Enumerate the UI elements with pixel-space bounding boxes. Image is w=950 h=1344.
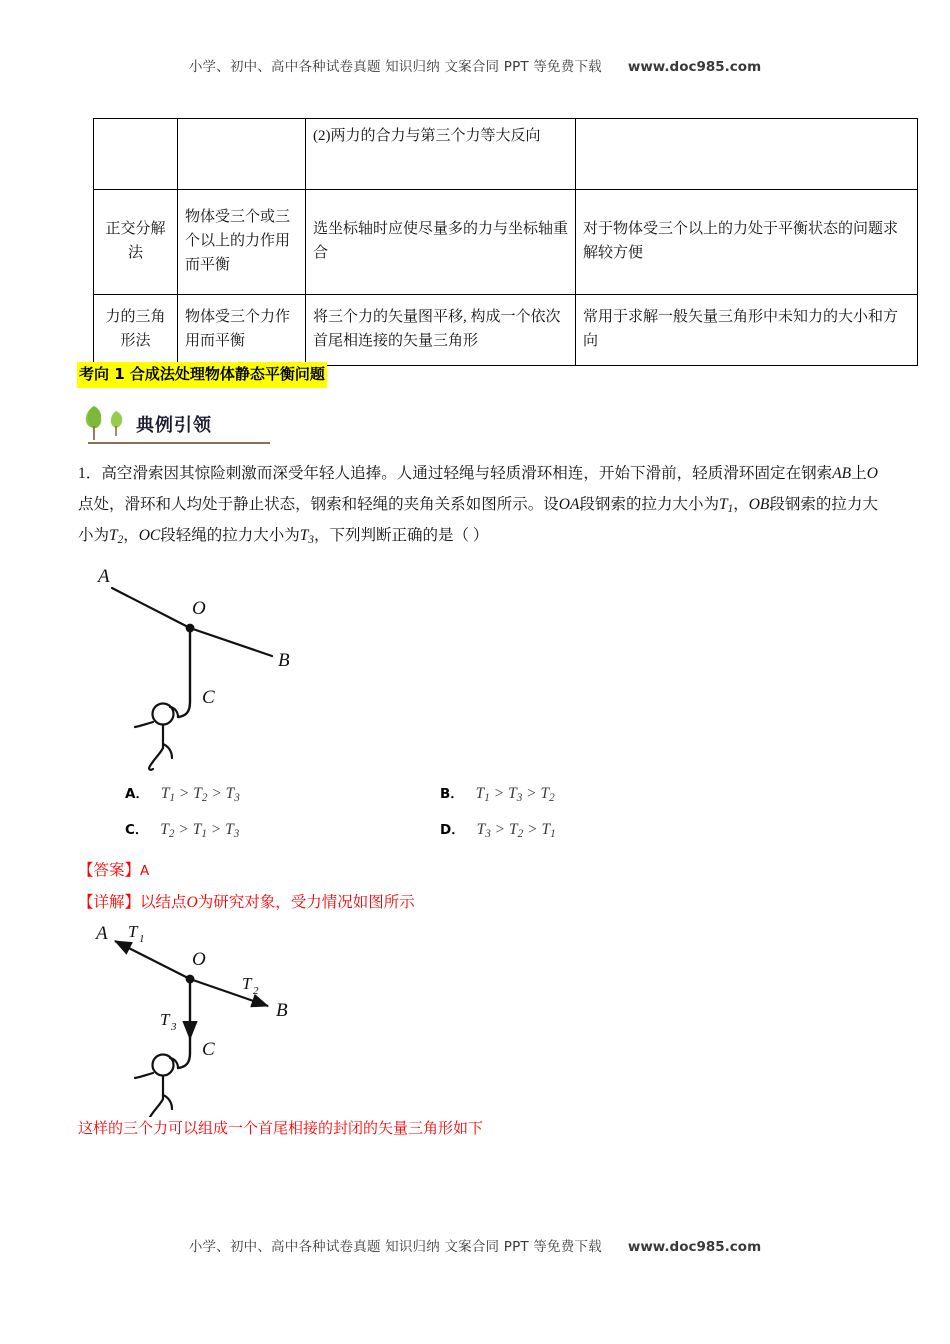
leaf-icon xyxy=(80,402,132,442)
explanation-var-o: O xyxy=(186,894,198,911)
question-line-3e: 段轻绳的拉力大小为 xyxy=(160,527,300,545)
cell-key-points: 选坐标轴时应使尽量多的力与坐标轴重合 xyxy=(306,190,576,295)
banner-divider xyxy=(88,442,270,444)
question-line-2d: 段钢索的拉力大 xyxy=(579,496,688,513)
svg-text:3: 3 xyxy=(171,1021,177,1033)
cell-key-points: 将三个力的矢量图平移, 构成一个依次首尾相连接的矢量三角形 xyxy=(306,295,576,366)
svg-text:T: T xyxy=(128,922,138,941)
var-t1-sub: 1 xyxy=(727,503,734,516)
question-stem xyxy=(78,458,878,552)
option-b-expression: $T_1 > T_3 > T_2$ xyxy=(475,785,555,805)
explanation-line xyxy=(78,888,415,917)
cell-condition: 物体受三个力作用而平衡 xyxy=(178,295,306,366)
var-ob: OB xyxy=(748,496,770,513)
figure1-label-o: O xyxy=(192,598,206,619)
option-c[interactable] xyxy=(125,818,239,840)
equilibrium-methods-table xyxy=(93,118,918,366)
figure-rope-setup xyxy=(82,562,342,782)
figure2-force-t3 xyxy=(160,1010,177,1033)
figure2-label-a: A xyxy=(96,923,108,944)
cell-key-points: (2)两力的合力与第三个力等大反向 xyxy=(306,119,576,190)
figure2-force-t1 xyxy=(128,922,145,945)
answer-label: 【答案】 xyxy=(78,862,141,879)
option-a[interactable] xyxy=(125,782,240,804)
option-d[interactable] xyxy=(440,818,556,840)
cell-application: 对于物体受三个以上的力处于平衡状态的问题求解较方便 xyxy=(576,190,918,295)
option-a-letter: A． xyxy=(125,786,149,802)
cell-method: 力的三角形法 xyxy=(94,295,178,366)
option-c-letter: C． xyxy=(125,822,149,838)
var-oa: OA xyxy=(558,496,580,513)
question-line-3a: 小为 xyxy=(687,496,719,513)
svg-text:T: T xyxy=(242,974,252,993)
explanation-label: 【详解】 xyxy=(78,894,141,911)
watermark-text: 小学、初中、高中各种试卷真题 知识归纳 文案合同 PPT 等免费下载 xyxy=(188,1239,602,1255)
watermark-text: 小学、初中、高中各种试卷真题 知识归纳 文案合同 PPT 等免费下载 xyxy=(188,59,602,75)
figure1-label-a: A xyxy=(98,566,110,587)
header-watermark xyxy=(0,55,950,75)
var-t3-sub: 3 xyxy=(308,534,314,547)
question-line-2b: 上 xyxy=(851,465,867,482)
section-heading: 考向 1 合成法处理物体静态平衡问题 xyxy=(77,362,327,388)
svg-text:T: T xyxy=(160,1010,170,1029)
question-line-2c: 点处，滑环和人均处于静止状态，钢索和轻绳的夹角关系如图所示。设 xyxy=(78,496,559,513)
footer-watermark xyxy=(0,1235,950,1255)
question-line-3c: 段钢索的拉力大小为 xyxy=(78,496,878,545)
table-row xyxy=(94,190,918,295)
table-row xyxy=(94,119,918,190)
cell-application: 常用于求解一般矢量三角形中未知力的大小和方向 xyxy=(576,295,918,366)
figure2-force-t2 xyxy=(242,974,259,997)
option-b-letter: B． xyxy=(440,786,464,802)
option-b[interactable] xyxy=(440,782,555,804)
cell-method xyxy=(94,119,178,190)
question-line-3f: ，下列判断正确的是（ ） xyxy=(314,527,489,545)
watermark-url: www.doc985.com xyxy=(627,59,762,75)
option-c-expression: $T_2 > T_1 > T_3$ xyxy=(160,821,240,841)
option-d-letter: D． xyxy=(440,822,465,838)
answer-line xyxy=(78,856,149,885)
question-number: 1． xyxy=(78,465,102,482)
explanation-text-a: 以结点 xyxy=(140,894,187,911)
figure2-label-c: C xyxy=(202,1039,215,1060)
closing-statement: 这样的三个力可以组成一个首尾相接的封闭的矢量三角形如下 xyxy=(78,1121,484,1137)
question-line-2a: 在钢索 xyxy=(785,465,833,482)
option-a-expression: $T_1 > T_2 > T_3$ xyxy=(160,785,240,805)
question-line-3b: ， xyxy=(733,496,749,513)
figure2-label-b: B xyxy=(276,1000,288,1021)
question-line-1: 高空滑索因其惊险刺激而深受年轻人追捧。人通过轻绳与轻质滑环相连，开始下滑前，轻质滑环固定 xyxy=(101,465,786,482)
question-line-3d: ， xyxy=(123,527,139,545)
var-o: O xyxy=(866,465,878,482)
cell-condition xyxy=(178,119,306,190)
var-oc: OC xyxy=(138,527,161,545)
figure2-label-o: O xyxy=(192,949,206,970)
table-row xyxy=(94,295,918,366)
example-banner xyxy=(80,402,270,446)
example-banner-label: 典例引领 xyxy=(136,415,212,436)
cell-application xyxy=(576,119,918,190)
figure-force-analysis xyxy=(82,917,382,1122)
explanation-text-b: 为研究对象，受力情况如图所示 xyxy=(197,894,415,911)
var-ab: AB xyxy=(832,465,852,482)
cell-condition: 物体受三个或三个以上的力作用而平衡 xyxy=(178,190,306,295)
figure1-label-c: C xyxy=(202,687,215,708)
var-t2-sub: 2 xyxy=(117,534,124,547)
figure1-label-b: B xyxy=(278,650,290,671)
var-t3: T xyxy=(299,527,309,545)
var-t1: T xyxy=(719,496,728,513)
watermark-url: www.doc985.com xyxy=(627,1239,762,1255)
option-d-expression: $T_3 > T_2 > T_1$ xyxy=(476,821,556,841)
answer-value: A xyxy=(140,863,150,879)
svg-text:2: 2 xyxy=(253,985,259,997)
svg-text:1: 1 xyxy=(139,933,145,945)
var-t2: T xyxy=(109,527,118,545)
cell-method: 正交分解法 xyxy=(94,190,178,295)
